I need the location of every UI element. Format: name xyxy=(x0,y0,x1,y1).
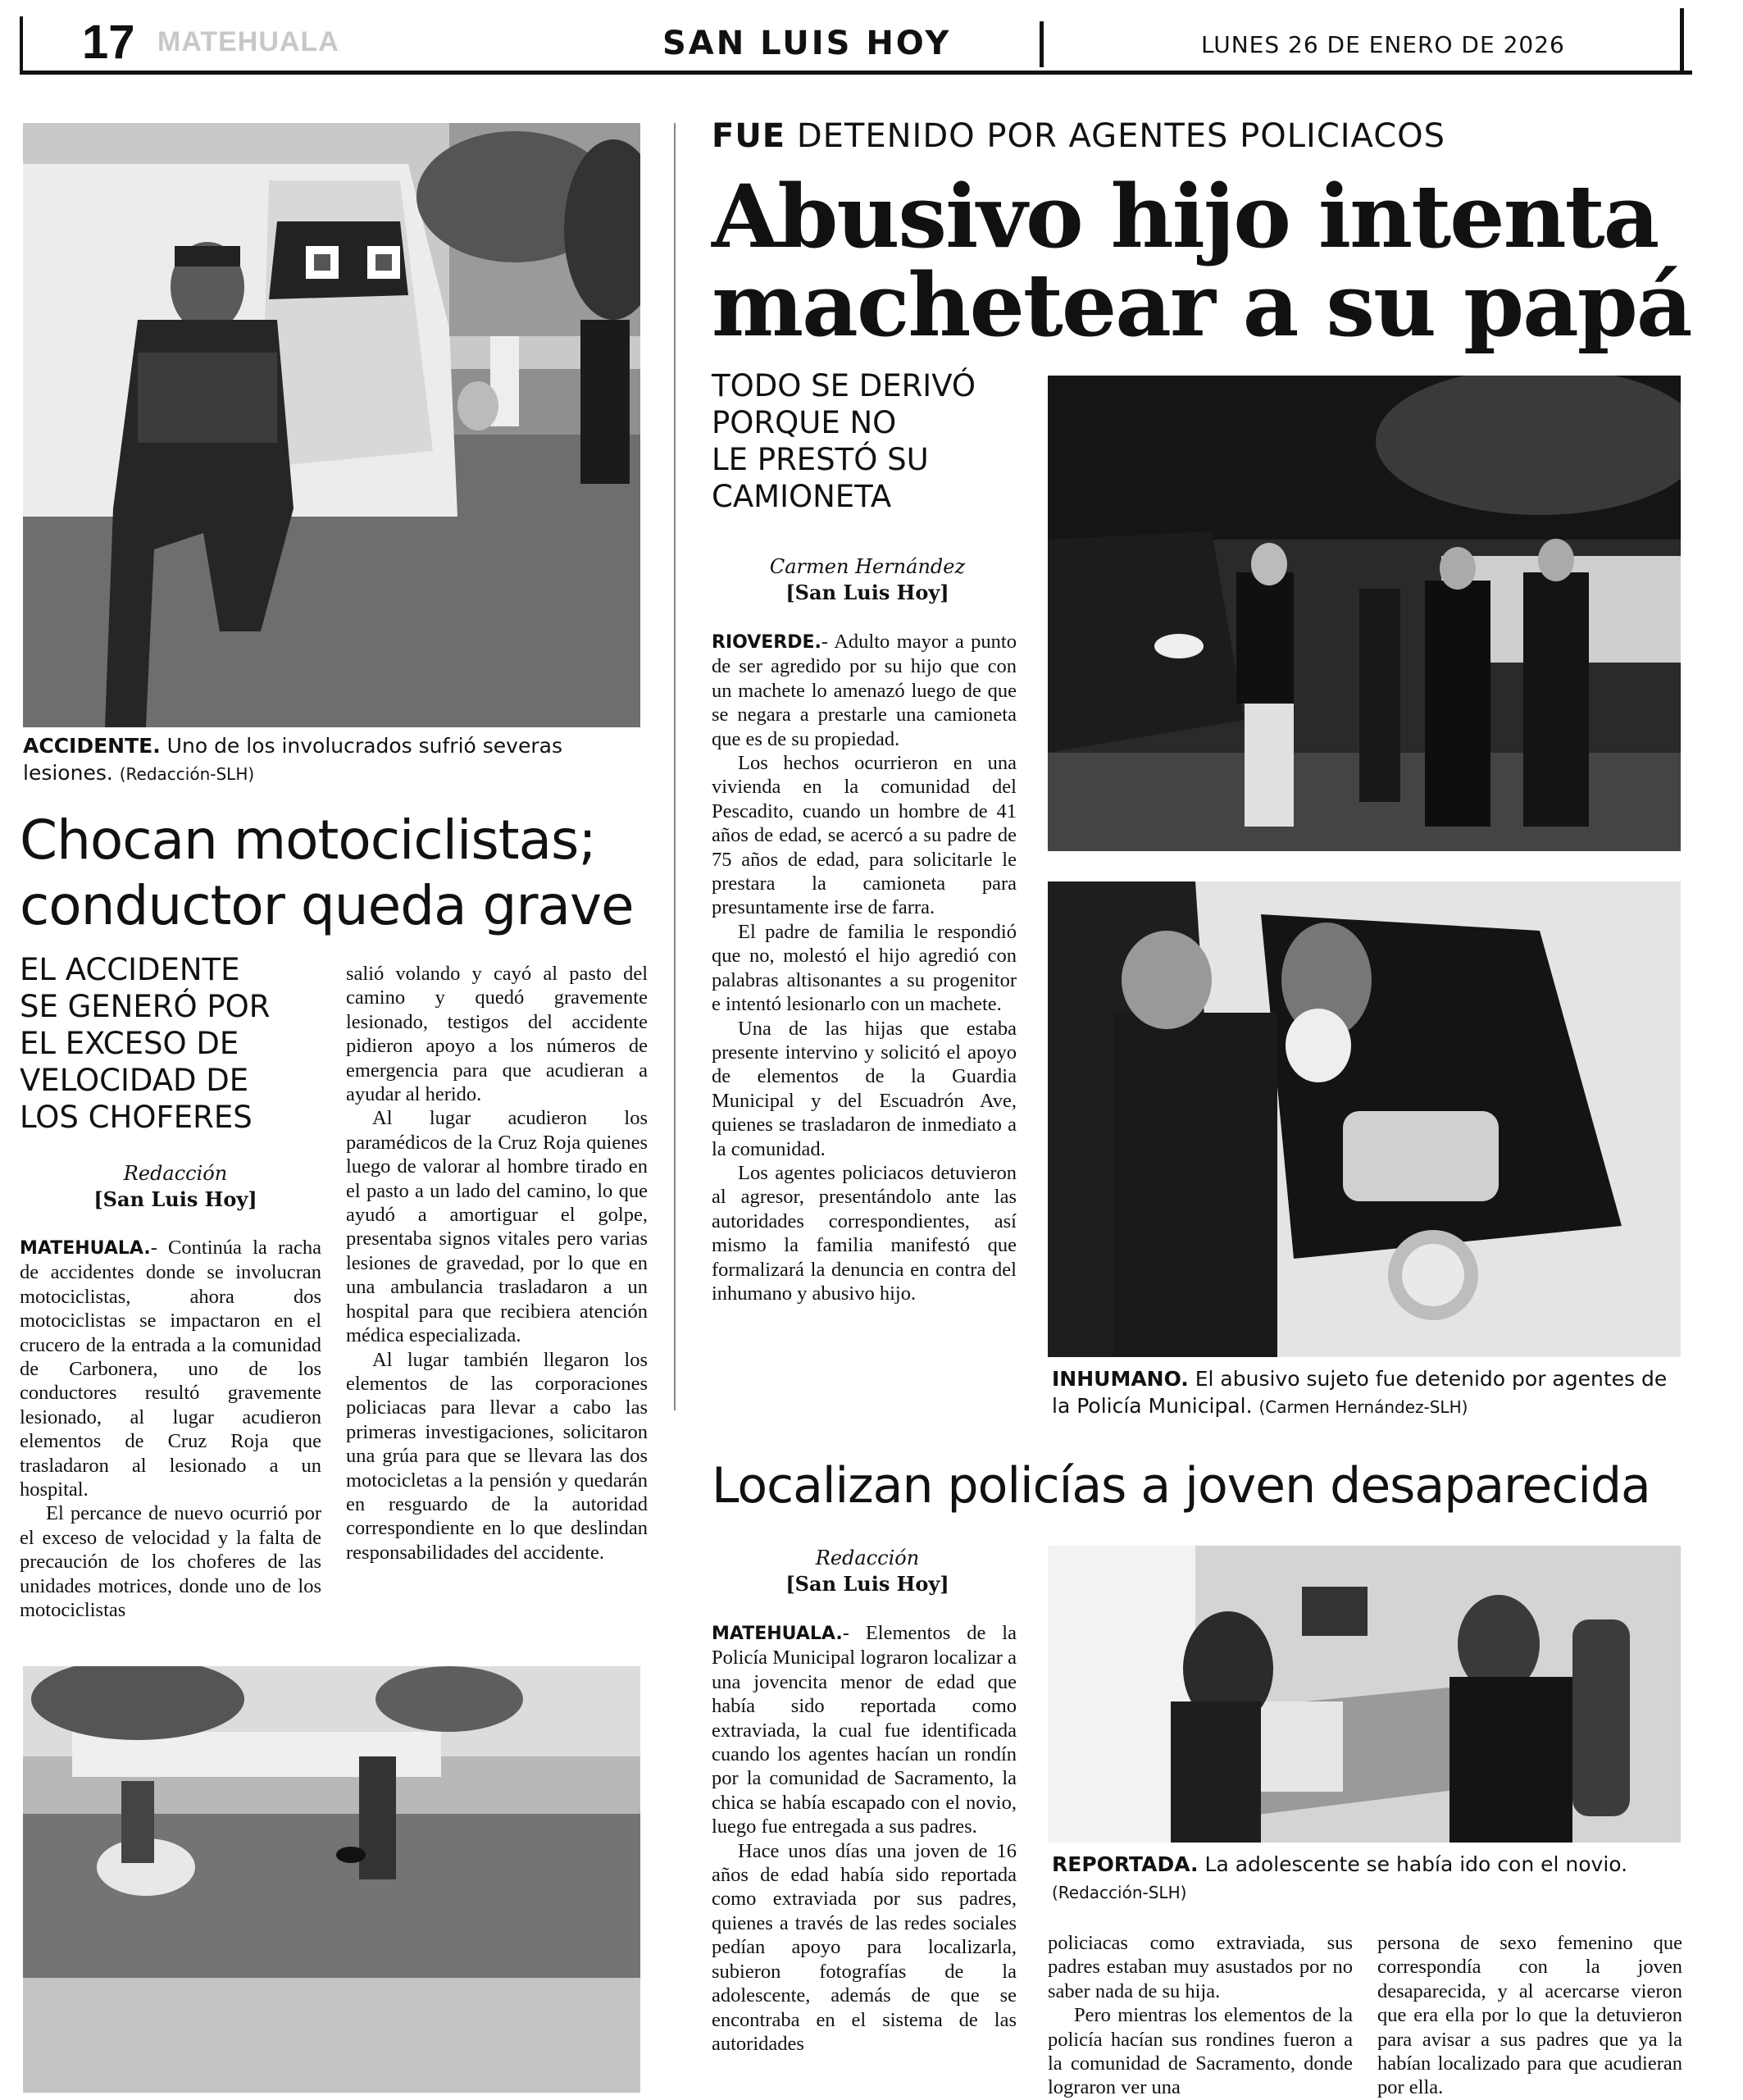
story1-paragraph-text: - Continúa la racha de accidentes donde se involucran motociclistas, ahora dos motociclistas se impactaron en el crucero de la entrada a la comunidad de Carbonera, uno de los conductores resultó gravemente lesionado, al lugar acudieron elementos de Cruz Roja que trasladaron al lesionado a un hospital. xyxy=(20,1237,321,1501)
reportada-caption-label: REPORTADA. xyxy=(1052,1852,1199,1876)
inhumano-caption-label: INHUMANO. xyxy=(1052,1367,1189,1391)
story1-deck-line: SE GENERÓ POR xyxy=(20,989,271,1024)
story1-paragraph xyxy=(20,1236,321,1501)
story1-deck-line: VELOCIDAD DE xyxy=(20,1063,249,1098)
crash-scene-photo xyxy=(23,1666,640,2093)
story3-byline-outlet: [San Luis Hoy] xyxy=(785,1572,949,1596)
story2-deck-line: TODO SE DERIVÓ xyxy=(712,368,976,403)
photo-inhumano-caption xyxy=(1052,1365,1691,1421)
story1-paragraph: El percance de nuevo ocurrió por el exceso de velocidad y la falta de precaución de los choferes de las unidades motrices, donde uno de los motociclistas xyxy=(20,1502,321,1622)
story3-column-3 xyxy=(1377,1931,1682,2100)
reportada-caption-credit: (Redacción-SLH) xyxy=(1052,1883,1187,1902)
story2-paragraph-text: - Adulto mayor a punto de ser agredido por su hijo que con un machete lo amenazó luego de que se negara a prestarle una camioneta que es de su propiedad. xyxy=(712,631,1017,750)
story2-headline xyxy=(712,165,1695,356)
masthead-divider xyxy=(1040,21,1044,67)
story1-headline xyxy=(20,808,667,939)
story2-deck xyxy=(712,367,1023,515)
column-divider xyxy=(674,123,676,1410)
ambulance-photo xyxy=(23,123,640,727)
photo1-caption-credit: (Redacción-SLH) xyxy=(119,764,255,784)
header-rule xyxy=(20,71,1692,75)
header-left-rule xyxy=(20,16,23,74)
story1-deck-line: EL EXCESO DE xyxy=(20,1026,239,1061)
story3-paragraph: persona de sexo femenino que correspondía con la joven desaparecida, y al acercarse vieron que era ella por lo que la detuvieron para avisar a sus padres que ya la habían localizado para que acudieran por ella. xyxy=(1377,1932,1682,2099)
story2-kicker xyxy=(712,118,1687,154)
issue-date: LUNES 26 DE ENERO DE 2026 xyxy=(1201,31,1565,58)
story3-dateline: MATEHUALA. xyxy=(712,1624,843,1644)
night-police-photo xyxy=(1048,376,1681,851)
story3-byline-name: Redacción xyxy=(815,1547,920,1569)
story1-headline-line2: conductor queda grave xyxy=(20,874,634,937)
story1-byline-name: Redacción xyxy=(123,1162,228,1185)
story1-paragraph: salió volando y cayó al pasto del camino y quedó gravemente lesionado, testigos del accidente pidieron apoyo a los números de emergencia para que acudieran a ayudar al herido. xyxy=(346,963,648,1106)
story2-byline xyxy=(712,554,1023,605)
story3-paragraph-text: - Elementos de la Policía Municipal lograron localizar a una jovencita menor de edad que había sido reportada como extraviada, la cual fue identificada cuando los agentes hacían un rondín por la comunidad de Sacramento, la chica se había escapado con el novio, luego fue entregada a sus padres. xyxy=(712,1622,1017,1838)
reportada-caption-text: La adolescente se había ido con el novio. xyxy=(1198,1852,1628,1876)
story2-paragraph: Los hechos ocurrieron en una vivienda en la comunidad del Pescadito, cuando un hombre de 41 años de edad, se acercó a su padre de 75 años de edad, para solicitarle le prestara la camioneta para presuntamente irse de farra. xyxy=(712,752,1017,919)
story1-deck-line: LOS CHOFERES xyxy=(20,1100,253,1135)
masthead: SAN LUIS HOY xyxy=(662,25,952,62)
patrol-truck-photo xyxy=(1048,881,1681,1357)
story3-byline xyxy=(712,1546,1023,1597)
photo1-caption-label: ACCIDENTE. xyxy=(23,734,161,758)
story2-paragraph xyxy=(712,630,1017,751)
page-number: 17 xyxy=(82,16,135,69)
story3-column-1 xyxy=(712,1621,1017,2056)
story2-deck-line: PORQUE NO xyxy=(712,405,897,440)
story1-column-2 xyxy=(346,962,648,1565)
story3-paragraph xyxy=(712,1621,1017,1839)
story3-column-2 xyxy=(1048,1931,1353,2100)
story1-column-1 xyxy=(20,1236,321,1623)
inhumano-caption-credit: (Carmen Hernández-SLH) xyxy=(1258,1397,1468,1417)
story2-byline-outlet: [San Luis Hoy] xyxy=(785,581,949,604)
story3-headline: Localizan policías a joven desaparecida xyxy=(712,1457,1650,1515)
story2-paragraph: El padre de familia le respondió que no, molestó el hijo agredió con palabras altisonantes a su progenitor e intentó lesionarlo con un machete. xyxy=(712,920,1017,1016)
story2-column xyxy=(712,630,1017,1305)
story1-deck-line: EL ACCIDENTE xyxy=(20,952,240,987)
photo1-caption xyxy=(23,732,646,788)
story2-kicker-rest: DETENIDO POR AGENTES POLICIACOS xyxy=(785,117,1446,155)
story3-paragraph: Pero mientras los elementos de la policía hacían sus rondines fueron a la comunidad de Sacramento, donde lograron ver una xyxy=(1048,2004,1353,2099)
inhumano-caption-text: El abusivo sujeto fue detenido por agentes de la Policía Municipal. xyxy=(1052,1367,1668,1418)
story2-headline-line2: machetear a su papá xyxy=(712,253,1691,356)
office-photo xyxy=(1048,1546,1681,1843)
story2-deck-line: CAMIONETA xyxy=(712,479,892,514)
story1-byline-outlet: [San Luis Hoy] xyxy=(93,1187,257,1211)
story3-paragraph: Hace unos días una joven de 16 años de edad había sido reportada como extraviada por sus padres, quienes a través de las redes sociales pedían apoyo para localizarla, subieron fotografías de la adolescente, además de que se encontraba en el sistema de las autoridades xyxy=(712,1839,1017,2055)
story2-paragraph: Una de las hijas que estaba presente intervino y solicitó el apoyo de elementos de la Guardia Municipal y del Escuadrón Ave, quienes se trasladaron de inmediato a la comunidad. xyxy=(712,1017,1017,1160)
story1-paragraph: Al lugar acudieron los paramédicos de la Cruz Roja quienes luego de valorar al hombre tirado en el pasto a un lado del camino, lo que ayudó a amortiguar el golpe, presentaba signos vitales pero varias lesiones de gravedad, por lo que en una ambulancia trasladaron a un hospital para que recibiera atención médica especializada. xyxy=(346,1107,648,1347)
story2-kicker-bold: FUE xyxy=(712,117,786,155)
header-right-rule xyxy=(1680,8,1684,74)
story2-paragraph: Los agentes policiacos detuvieron al agresor, presentándolo ante las autoridades correspondientes, así mismo la familia manifestó que formalizará la denuncia en contra del inhumano y abusivo hijo. xyxy=(712,1161,1017,1305)
photo-reportada-caption xyxy=(1052,1851,1691,1906)
story3-paragraph: policiacas como extraviada, sus padres estaban muy asustados por no saber nada de su hija. xyxy=(1048,1932,1353,2002)
story1-deck xyxy=(20,951,339,1136)
photo1-caption-text: Uno de los involucrados sufrió severas lesiones. xyxy=(23,734,562,785)
story2-deck-line: LE PRESTÓ SU xyxy=(712,442,929,477)
story2-byline-name: Carmen Hernández xyxy=(769,555,966,578)
story2-dateline: RIOVERDE. xyxy=(712,632,821,653)
story1-dateline: MATEHUALA. xyxy=(20,1238,151,1259)
story1-headline-line1: Chocan motociclistas; xyxy=(20,809,596,872)
story1-paragraph: Al lugar también llegaron los elementos de las corporaciones policiacas para llevar a cabo las primeras investigaciones, solicitaron una grúa para que se llevara las dos motocicletas a la pensión y quedarán en resguardo de la autoridad correspondiente en lo que deslindan responsabilidades del accidente. xyxy=(346,1348,648,1564)
story1-byline xyxy=(20,1161,331,1212)
story2-headline-line1: Abusivo hijo intenta xyxy=(712,165,1659,267)
section-name: MATEHUALA xyxy=(157,26,339,57)
